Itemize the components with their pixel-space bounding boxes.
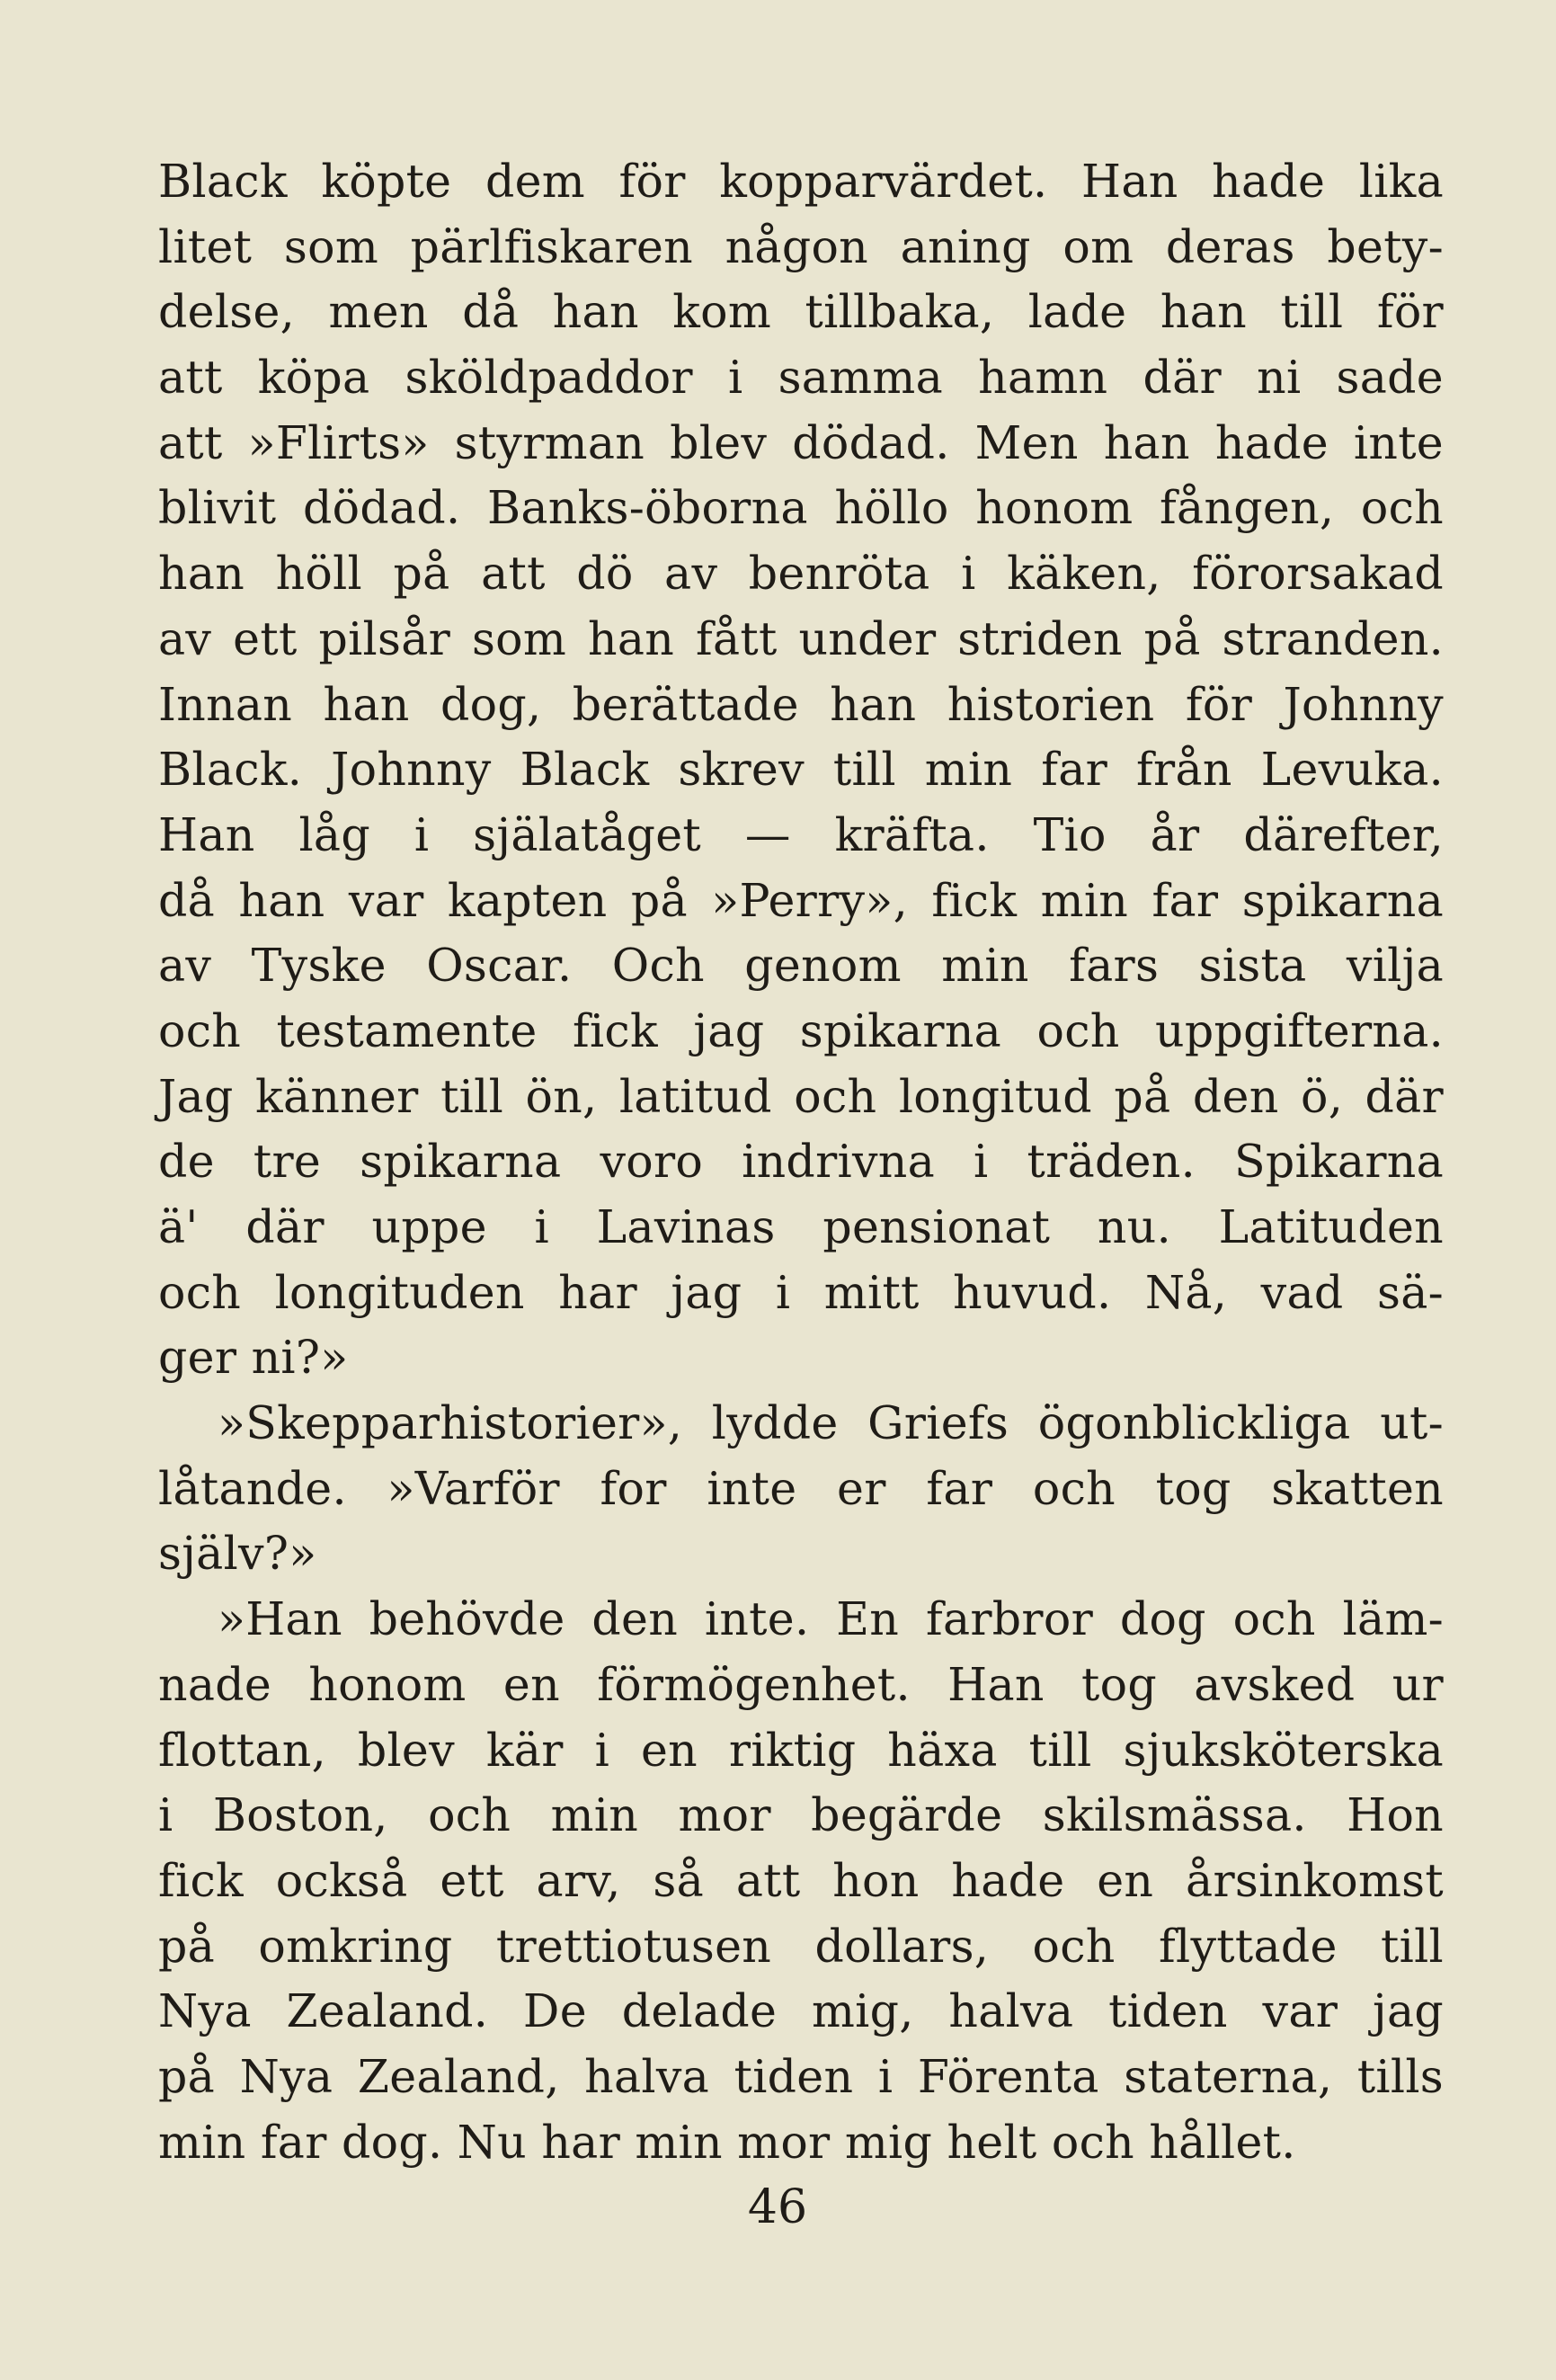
- text-line: nade honom en förmögenhet. Han tog avsked ur: [158, 1657, 1444, 1711]
- text-line: Han låg i själatåget — kräfta. Tio år därefter,: [158, 807, 1444, 861]
- text-line: låtande. »Varför for inte er far och tog skatten: [158, 1461, 1444, 1515]
- text-line: på Nya Zealand, halva tiden i Förenta staterna, tills: [158, 2049, 1444, 2103]
- text-line: Black. Johnny Black skrev till min far från Levuka.: [158, 743, 1444, 797]
- text-line: min far dog. Nu har min mor mig helt och hållet.: [158, 2115, 1296, 2169]
- text-line: litet som pärlfiskaren någon aning om deras bety-: [158, 219, 1444, 273]
- paragraph: [158, 1391, 1444, 1587]
- text-line: av Tyske Oscar. Och genom min fars sista vilja: [158, 939, 1444, 993]
- text-line: ä' där uppe i Lavinas pensionat nu. Latituden: [158, 1200, 1444, 1253]
- text-line: Nya Zealand. De delade mig, halva tiden var jag: [158, 1984, 1444, 2038]
- text-line: »Skepparhistorier», lydde Griefs ögonblickliga ut-: [218, 1396, 1444, 1450]
- paragraph: [158, 1587, 1444, 2175]
- text-line: Jag känner till ön, latitud och longitud på den ö, där: [158, 1069, 1444, 1123]
- text-line: Black köpte dem för kopparvärdet. Han hade lika: [158, 155, 1444, 208]
- text-line: delse, men då han kom tillbaka, lade han till för: [158, 285, 1444, 339]
- paragraph: [158, 149, 1444, 1391]
- text-line: att köpa sköldpaddor i samma hamn där ni sade: [158, 351, 1444, 405]
- text-line: de tre spikarna voro indrivna i träden. Spikarna: [158, 1135, 1444, 1189]
- text-line: han höll på att dö av benröta i käken, förorsakad: [158, 547, 1444, 601]
- text-line: blivit dödad. Banks-öborna höllo honom fången, och: [158, 481, 1444, 535]
- text-line: och testamente fick jag spikarna och uppgifterna.: [158, 1003, 1444, 1057]
- text-line: fick också ett arv, så att hon hade en årsinkomst: [158, 1853, 1444, 1907]
- body-text: [158, 149, 1444, 2175]
- text-line: och longituden har jag i mitt huvud. Nå, vad sä-: [158, 1265, 1444, 1319]
- text-line: flottan, blev kär i en riktig häxa till sjuksköterska: [158, 1723, 1444, 1777]
- text-line: då han var kapten på »Perry», fick min far spikarna: [158, 873, 1444, 927]
- text-line: av ett pilsår som han fått under striden på stranden.: [158, 611, 1444, 665]
- text-line: i Boston, och min mor begärde skilsmässa. Hon: [158, 1788, 1444, 1842]
- text-line: på omkring trettiotusen dollars, och flyttade till: [158, 1919, 1444, 1973]
- text-line: att »Flirts» styrman blev dödad. Men han hade inte: [158, 415, 1444, 469]
- text-line: ger ni?»: [158, 1331, 349, 1385]
- text-line: själv?»: [158, 1527, 317, 1581]
- text-line: Innan han dog, berättade han historien för Johnny: [158, 677, 1444, 731]
- text-line: »Han behövde den inte. En farbror dog och läm-: [218, 1592, 1444, 1646]
- page-number: 46: [747, 2180, 808, 2234]
